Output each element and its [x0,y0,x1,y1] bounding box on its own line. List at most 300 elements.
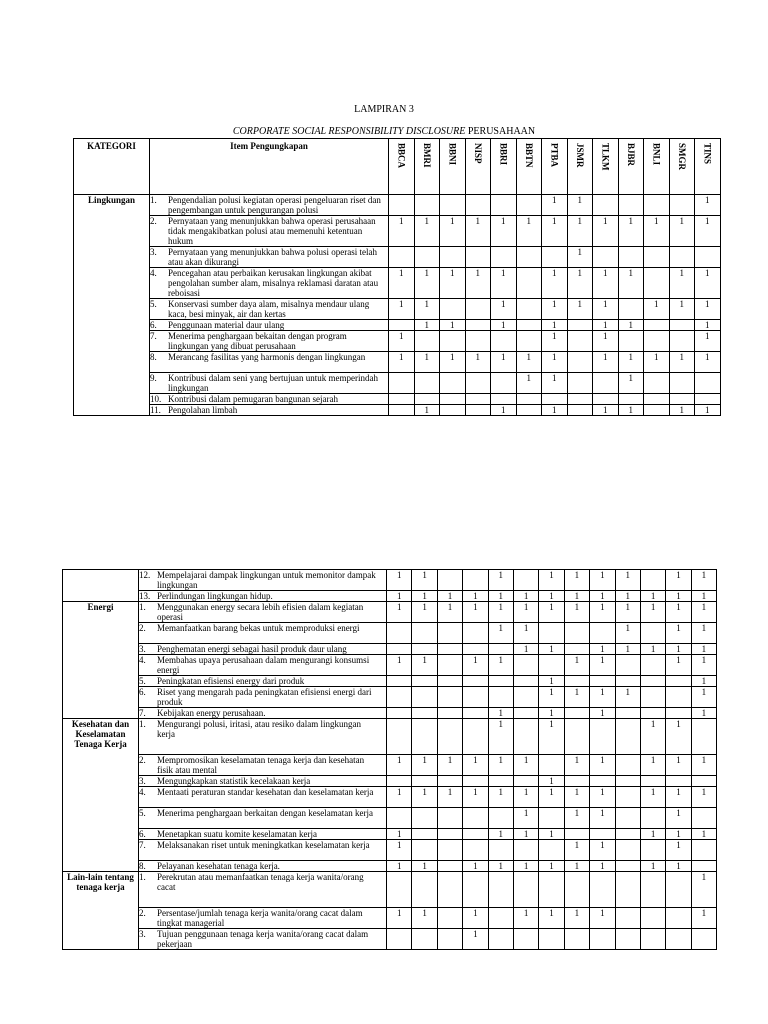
table-row [63,570,717,591]
score-cell-bbca [387,776,412,787]
score-cell-nisp: 1 [463,861,488,872]
score-cell-tlkm [590,829,615,840]
company-header-jsmr [567,139,593,195]
company-label: JSMR [574,143,585,168]
score-cell-jsmr: 1 [564,808,589,829]
score-cell-bnli: 1 [640,829,665,840]
score-cell-nisp [463,708,488,719]
score-cell-bbca [389,247,415,268]
score-cell-tlkm [590,929,615,950]
score-cell-nisp [463,570,488,591]
score-cell-bbtn [513,570,538,591]
score-cell-bbri [491,247,517,268]
score-cell-bbni: 1 [437,787,462,808]
item-number: 3. [139,776,146,786]
score-cell-bnli [640,623,665,644]
score-cell-tins: 1 [691,591,716,602]
score-cell-bbni: 1 [437,591,462,602]
score-cell-bbca [387,719,412,755]
score-cell-bnli: 1 [644,299,670,320]
item-text: Mentaati peraturan standar kesehatan dan keselamatan kerja [157,787,374,797]
score-cell-bbca [389,394,415,405]
score-cell-jsmr: 1 [564,861,589,872]
score-cell-bbri: 1 [491,216,517,247]
score-cell-jsmr [564,929,589,950]
table-row [74,299,721,320]
item-cell [139,655,387,676]
score-cell-bmri: 1 [414,299,440,320]
score-cell-bbni [437,570,462,591]
item-cell [150,268,389,299]
score-cell-bbtn: 1 [513,755,538,776]
table-row [63,591,717,602]
item-cell [139,829,387,840]
score-cell-bbri: 1 [488,602,513,623]
score-cell-nisp: 1 [463,591,488,602]
score-cell-bbri [488,808,513,829]
item-number: 6. [139,829,146,839]
score-cell-jsmr: 1 [564,655,589,676]
score-cell-bbni [437,908,462,929]
score-cell-bbni: 1 [440,216,466,247]
score-cell-smgr: 1 [666,861,691,872]
score-cell-ptba: 1 [542,373,568,394]
score-cell-bjbr [618,195,644,216]
table-row [74,331,721,352]
score-cell-bbtn: 1 [513,591,538,602]
score-cell-bbni [437,829,462,840]
table-row [74,268,721,299]
score-cell-bmri [412,687,437,708]
score-cell-tins: 1 [691,655,716,676]
score-cell-tins: 1 [695,299,721,320]
score-cell-jsmr: 1 [564,908,589,929]
table-row [74,195,721,216]
score-cell-jsmr [564,623,589,644]
score-cell-nisp [465,320,491,331]
score-cell-bbri: 1 [488,708,513,719]
score-cell-bbtn [516,320,542,331]
score-cell-bbtn [513,776,538,787]
score-cell-bbri [488,872,513,908]
item-number: 1. [139,872,146,882]
score-cell-nisp [463,840,488,861]
score-cell-bbca: 1 [387,602,412,623]
score-cell-bbri: 1 [488,829,513,840]
score-cell-bbtn: 1 [516,216,542,247]
item-cell [139,755,387,776]
score-cell-tlkm: 1 [590,591,615,602]
table-header-row [74,139,721,195]
score-cell-bbtn: 1 [513,787,538,808]
score-cell-jsmr: 1 [567,195,593,216]
score-cell-bbri: 1 [491,352,517,373]
score-cell-bnli [640,808,665,829]
score-cell-bbtn: 1 [516,373,542,394]
score-cell-bbtn [513,840,538,861]
score-cell-bmri: 1 [412,861,437,872]
score-cell-bbtn [513,872,538,908]
score-cell-ptba: 1 [542,405,568,416]
subtitle-rest: PERUSAHAAN [465,126,536,137]
company-header-bbtn [516,139,542,195]
item-number: 8. [139,861,146,871]
score-cell-jsmr [564,872,589,908]
score-cell-ptba: 1 [542,268,568,299]
score-cell-tlkm: 1 [593,331,619,352]
item-number: 7. [150,331,157,341]
score-cell-smgr [666,908,691,929]
score-cell-tins: 1 [695,352,721,373]
score-cell-jsmr: 1 [564,591,589,602]
score-cell-bbni [440,373,466,394]
score-cell-ptba [542,394,568,405]
item-text: Kontribusi dalam seni yang bertujuan untuk memperindah lingkungan [168,373,378,393]
score-cell-tins: 1 [691,570,716,591]
score-cell-nisp: 1 [465,352,491,373]
score-cell-tlkm: 1 [593,268,619,299]
score-cell-smgr: 1 [666,655,691,676]
score-cell-bbri [491,394,517,405]
score-cell-nisp [463,623,488,644]
score-cell-smgr: 1 [669,268,695,299]
score-cell-bmri: 1 [412,570,437,591]
score-cell-tlkm [590,676,615,687]
score-cell-bnli [644,373,670,394]
score-cell-tlkm [593,394,619,405]
score-cell-tins: 1 [695,320,721,331]
item-text: Persentase/jumlah tenaga kerja wanita/orang cacat dalam tingkat managerial [157,908,363,928]
score-cell-tins: 1 [691,602,716,623]
score-cell-bbca [389,320,415,331]
score-cell-bmri: 1 [412,655,437,676]
item-number: 2. [150,216,157,226]
table-row [63,644,717,655]
score-cell-bnli [640,687,665,708]
table-row [74,216,721,247]
item-number: 2. [139,755,146,765]
score-cell-tins [695,373,721,394]
item-cell [139,808,387,829]
item-number: 11. [150,405,161,415]
item-cell [150,331,389,352]
score-cell-tlkm: 1 [590,808,615,829]
score-cell-tlkm: 1 [590,602,615,623]
score-cell-bjbr [618,331,644,352]
score-cell-jsmr [567,373,593,394]
score-cell-nisp [465,247,491,268]
item-text: Pengolahan limbah [168,405,238,415]
table-row [63,755,717,776]
score-cell-smgr [669,331,695,352]
score-cell-tins: 1 [695,195,721,216]
table-row [63,840,717,861]
table-row [74,373,721,394]
score-cell-jsmr [567,320,593,331]
item-text: Menerima penghargaan bekaitan dengan program lingkungan yang dibuat perusahaan [168,331,347,351]
score-cell-tlkm [590,623,615,644]
item-number: 8. [150,352,157,362]
score-cell-bnli: 1 [640,787,665,808]
company-header-bbni [440,139,466,195]
score-cell-smgr [666,929,691,950]
company-label: BNLI [651,143,662,166]
score-cell-smgr: 1 [669,352,695,373]
table-row [63,708,717,719]
score-cell-tlkm: 1 [590,908,615,929]
score-cell-bbca: 1 [387,829,412,840]
score-cell-bbni [437,676,462,687]
score-cell-bbca [389,373,415,394]
score-cell-ptba [539,755,564,776]
item-text: Kontribusi dalam pemugaran bangunan sejarah [168,394,338,404]
score-cell-bbca [387,872,412,908]
score-cell-nisp [465,394,491,405]
score-cell-ptba: 1 [539,719,564,755]
score-cell-tins [691,776,716,787]
score-cell-bjbr [615,776,640,787]
score-cell-smgr: 1 [666,623,691,644]
company-label: BJBR [625,143,636,167]
item-cell [139,602,387,623]
score-cell-bmri [412,840,437,861]
table-row [74,405,721,416]
score-cell-bbni: 1 [437,602,462,623]
category-cell: Kesehatan dan Keselamatan Tenaga Kerja [63,719,139,872]
score-cell-bbri [488,644,513,655]
item-cell [139,644,387,655]
score-cell-ptba: 1 [539,591,564,602]
score-cell-jsmr [564,676,589,687]
table-row [63,929,717,950]
score-cell-smgr: 1 [666,644,691,655]
score-cell-ptba: 1 [542,320,568,331]
score-cell-tins: 1 [691,829,716,840]
table-row [63,787,717,808]
score-cell-bbri: 1 [491,320,517,331]
score-cell-jsmr: 1 [567,247,593,268]
score-cell-bjbr: 1 [615,570,640,591]
score-cell-bbni [437,644,462,655]
score-cell-bbca: 1 [387,655,412,676]
item-number: 9. [150,373,157,383]
score-cell-smgr [666,676,691,687]
score-cell-ptba [539,929,564,950]
item-header: Item Pengungkapan [150,139,389,195]
score-cell-smgr: 1 [669,299,695,320]
score-cell-bmri: 1 [414,405,440,416]
score-cell-bjbr: 1 [615,602,640,623]
score-cell-bbca [387,687,412,708]
csr-table-page2 [62,569,717,950]
score-cell-jsmr: 1 [564,755,589,776]
item-cell [150,299,389,320]
score-cell-bbri [491,373,517,394]
item-text: Penghematan energi sebagai hasil produk daur ulang [157,644,347,654]
company-label: SMGR [676,143,687,170]
table-row [74,320,721,331]
score-cell-bmri: 1 [414,352,440,373]
score-cell-smgr: 1 [666,755,691,776]
score-cell-bbni: 1 [440,320,466,331]
score-cell-bbni [437,808,462,829]
score-cell-bnli: 1 [640,861,665,872]
score-cell-bbtn: 1 [513,908,538,929]
score-cell-bjbr [618,299,644,320]
score-cell-bbtn [516,247,542,268]
item-cell [150,216,389,247]
score-cell-bbca: 1 [389,268,415,299]
company-label: BBRI [498,143,509,166]
score-cell-bbri [488,929,513,950]
table-row [63,861,717,872]
item-cell [139,861,387,872]
item-text: Perlindungan lingkungan hidup. [157,591,273,601]
item-cell [139,840,387,861]
item-cell [139,908,387,929]
score-cell-tins [691,861,716,872]
score-cell-ptba: 1 [542,195,568,216]
item-cell [139,719,387,755]
item-number: 13. [139,591,151,601]
score-cell-bmri [414,373,440,394]
score-cell-smgr: 1 [666,787,691,808]
score-cell-bnli [640,929,665,950]
score-cell-bbri: 1 [491,268,517,299]
score-cell-nisp [465,195,491,216]
score-cell-bbca: 1 [387,787,412,808]
score-cell-bmri [414,331,440,352]
table-row [63,655,717,676]
category-header: KATEGORI [74,139,150,195]
score-cell-tins: 1 [691,755,716,776]
score-cell-bnli [640,872,665,908]
company-label: BMRI [421,143,432,168]
score-cell-bbri [491,195,517,216]
score-cell-bmri: 1 [412,755,437,776]
company-header-bbca [389,139,415,195]
score-cell-bjbr: 1 [618,373,644,394]
score-cell-bbri [491,331,517,352]
item-number: 7. [139,708,146,718]
score-cell-bbtn: 1 [513,602,538,623]
item-number: 2. [139,623,146,633]
item-number: 4. [150,268,157,278]
score-cell-bjbr [615,872,640,908]
score-cell-bmri: 1 [414,320,440,331]
score-cell-nisp [465,373,491,394]
score-cell-bbni: 1 [440,352,466,373]
score-cell-nisp [465,299,491,320]
score-cell-ptba [539,840,564,861]
item-cell [150,320,389,331]
score-cell-bnli [644,247,670,268]
score-cell-bbtn [516,331,542,352]
item-cell [150,394,389,405]
score-cell-bnli [640,570,665,591]
score-cell-bnli: 1 [640,591,665,602]
item-text: Menerima penghargaan berkaitan dengan keselamatan kerja [157,808,373,818]
company-header-bbri [491,139,517,195]
score-cell-bbtn: 1 [513,829,538,840]
score-cell-bbni [437,687,462,708]
score-cell-bbca: 1 [387,840,412,861]
score-cell-bbtn [513,676,538,687]
company-header-tins [695,139,721,195]
score-cell-bjbr [615,808,640,829]
score-cell-bnli [644,405,670,416]
item-text: Pencegahan atau perbaikan kerusakan lingkungan akibat pengolahan sumber alam, misalnya reklamasi daratan atau reboisasi [168,268,379,298]
table-row [63,602,717,623]
score-cell-nisp: 1 [465,216,491,247]
score-cell-bbca [387,623,412,644]
score-cell-bbca: 1 [387,591,412,602]
score-cell-bjbr: 1 [615,687,640,708]
score-cell-bbca: 1 [389,216,415,247]
company-label: TLKM [600,143,611,171]
page-subtitle [0,126,768,137]
score-cell-tlkm: 1 [593,352,619,373]
score-cell-tlkm: 1 [590,644,615,655]
score-cell-bbri: 1 [488,655,513,676]
table-row [63,829,717,840]
score-cell-bbni [437,861,462,872]
item-cell [139,623,387,644]
score-cell-jsmr: 1 [564,570,589,591]
item-text: Melaksanakan riset untuk meningkatkan keselamatan kerja [157,840,370,850]
item-cell [139,676,387,687]
score-cell-smgr: 1 [666,719,691,755]
score-cell-jsmr: 1 [564,787,589,808]
score-cell-ptba: 1 [539,776,564,787]
page-title: LAMPIRAN 3 [354,104,414,115]
company-label: PTBA [549,143,560,168]
score-cell-tins: 1 [695,268,721,299]
score-cell-ptba [539,872,564,908]
score-cell-tlkm: 1 [590,861,615,872]
score-cell-tins [695,247,721,268]
table-row [63,776,717,787]
score-cell-smgr: 1 [666,570,691,591]
company-label: BBTN [523,143,534,168]
score-cell-bbri: 1 [491,405,517,416]
score-cell-nisp: 1 [465,268,491,299]
score-cell-jsmr: 1 [564,602,589,623]
item-text: Memanfaatkan barang bekas untuk memproduksi energi [157,623,360,633]
item-cell [150,195,389,216]
category-cell: Energi [63,602,139,719]
score-cell-ptba: 1 [542,216,568,247]
score-cell-bmri: 1 [412,591,437,602]
score-cell-nisp [465,331,491,352]
score-cell-smgr: 1 [666,591,691,602]
score-cell-bnli [640,676,665,687]
score-cell-bmri: 1 [412,602,437,623]
score-cell-bbni [437,719,462,755]
score-cell-tlkm [590,776,615,787]
score-cell-jsmr: 1 [567,216,593,247]
score-cell-bbca [389,405,415,416]
score-cell-bnli: 1 [644,216,670,247]
score-cell-jsmr [567,352,593,373]
score-cell-bjbr [615,908,640,929]
score-cell-smgr: 1 [666,829,691,840]
item-text: Menetapkan suatu komite keselamatan kerja [157,829,317,839]
table-row [63,676,717,687]
score-cell-bmri [412,929,437,950]
score-cell-nisp [463,719,488,755]
score-cell-ptba [539,808,564,829]
